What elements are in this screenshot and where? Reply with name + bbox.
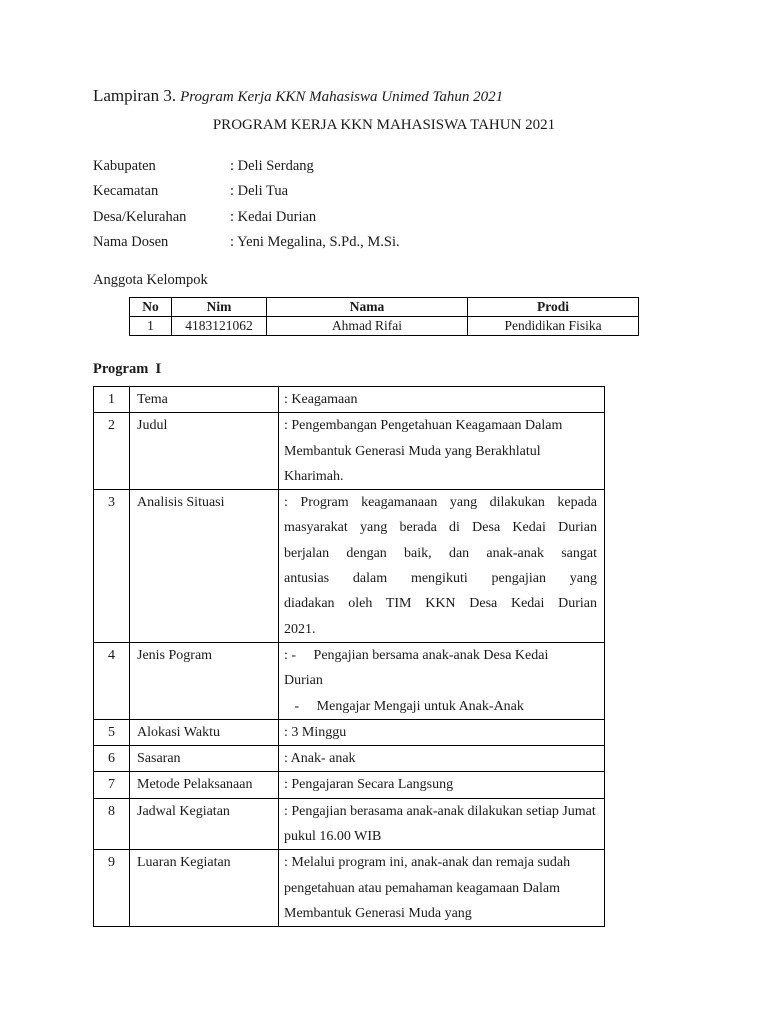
value-line: 2021. [284,621,316,637]
members-header-no: No [130,298,172,317]
row-value: : Anak- anak [279,746,605,772]
row-item: Alokasi Waktu [130,719,279,745]
info-block [93,154,400,255]
row-item: Metode Pelaksanaan [130,772,279,798]
lampiran-title: Program Kerja KKN Mahasiswa Unimed Tahun 2021 [180,89,504,105]
table-row [94,850,605,927]
value-line: masyarakat yang berada di Desa Kedai Durian [284,520,597,536]
document-title: PROGRAM KERJA KKN MAHASISWA TAHUN 2021 [212,117,556,133]
row-number: 8 [94,798,130,850]
row-number: 6 [94,746,130,772]
row-value [279,490,605,643]
row-item: Jadwal Kegiatan [130,798,279,850]
row-item: Judul [130,413,279,490]
row-number: 3 [94,490,130,643]
members-header-nim: Nim [172,298,267,317]
row-value: : Pengajian berasama anak-anak dilakukan setiap Jumat pukul 16.00 WIB [279,798,605,850]
program-heading: Program I [93,361,162,377]
members-header-row [130,298,639,317]
info-key: Kabupaten [93,158,156,174]
member-prodi: Pendidikan Fisika [468,317,639,336]
anggota-label: Anggota Kelompok [93,272,208,288]
row-number: 9 [94,850,130,927]
info-row-desa [93,205,400,230]
members-header-prodi: Prodi [468,298,639,317]
value-line: berjalan dengan baik, dan anak-anak sangat [284,545,597,561]
row-item: Sasaran [130,746,279,772]
member-nim: 4183121062 [172,317,267,336]
members-header-nama: Nama [267,298,468,317]
info-key: Desa/Kelurahan [93,208,187,225]
row-item: Analisis Situasi [130,490,279,643]
table-row [94,772,605,798]
row-value: : Pengajaran Secara Langsung [279,772,605,798]
table-row [94,746,605,772]
row-value [279,642,605,719]
row-item: Luaran Kegiatan [130,850,279,927]
row-value: : 3 Minggu [279,719,605,745]
member-nama: Ahmad Rifai [267,317,468,336]
row-value: : Melalui program ini, anak-anak dan remaja sudah pengetahuan atau pemahaman keagamaan Dalam Membantuk Generasi Muda yang [279,850,605,927]
info-value: : Kedai Durian [230,208,317,225]
row-item: Jenis Pogram [130,642,279,719]
info-row-kabupaten [93,154,400,179]
lampiran-heading [93,86,503,106]
info-value: : Deli Serdang [230,158,314,174]
bullet-line: - Mengajar Mengaji untuk Anak-Anak [284,698,524,714]
info-key: Nama Dosen [93,233,169,250]
table-row [94,719,605,745]
lampiran-lead: Lampiran 3. [93,86,177,105]
table-row [94,798,605,850]
program-table [93,386,605,927]
value-line: diadakan oleh TIM KKN Desa Kedai Durian [284,596,597,612]
value-line: : Program keagamanaan yang dilakukan kepada [284,495,597,511]
bullet-line: Durian [284,673,323,689]
row-number: 4 [94,642,130,719]
table-row [94,642,605,719]
table-row [94,413,605,490]
info-value: : Deli Tua [230,183,289,200]
table-row [94,490,605,643]
info-key: Kecamatan [93,183,159,200]
members-table [129,297,639,336]
member-no: 1 [130,317,172,336]
row-number: 7 [94,772,130,798]
row-value: : Pengembangan Pengetahuan Keagamaan Dalam Membantuk Generasi Muda yang Berakhlatul Kharimah. [279,413,605,490]
info-value: : Yeni Megalina, S.Pd., M.Si. [230,233,400,250]
row-number: 5 [94,719,130,745]
row-item: Tema [130,387,279,413]
bullet-line: : - Pengajian bersama anak-anak Desa Kedai [284,647,549,663]
value-line: antusias dalam mengikuti pengajian yang [284,571,597,587]
info-row-kecamatan [93,179,400,204]
row-number: 2 [94,413,130,490]
info-row-dosen [93,230,400,255]
table-row [94,387,605,413]
table-row [130,317,639,336]
row-number: 1 [94,387,130,413]
row-value: : Keagamaan [279,387,605,413]
